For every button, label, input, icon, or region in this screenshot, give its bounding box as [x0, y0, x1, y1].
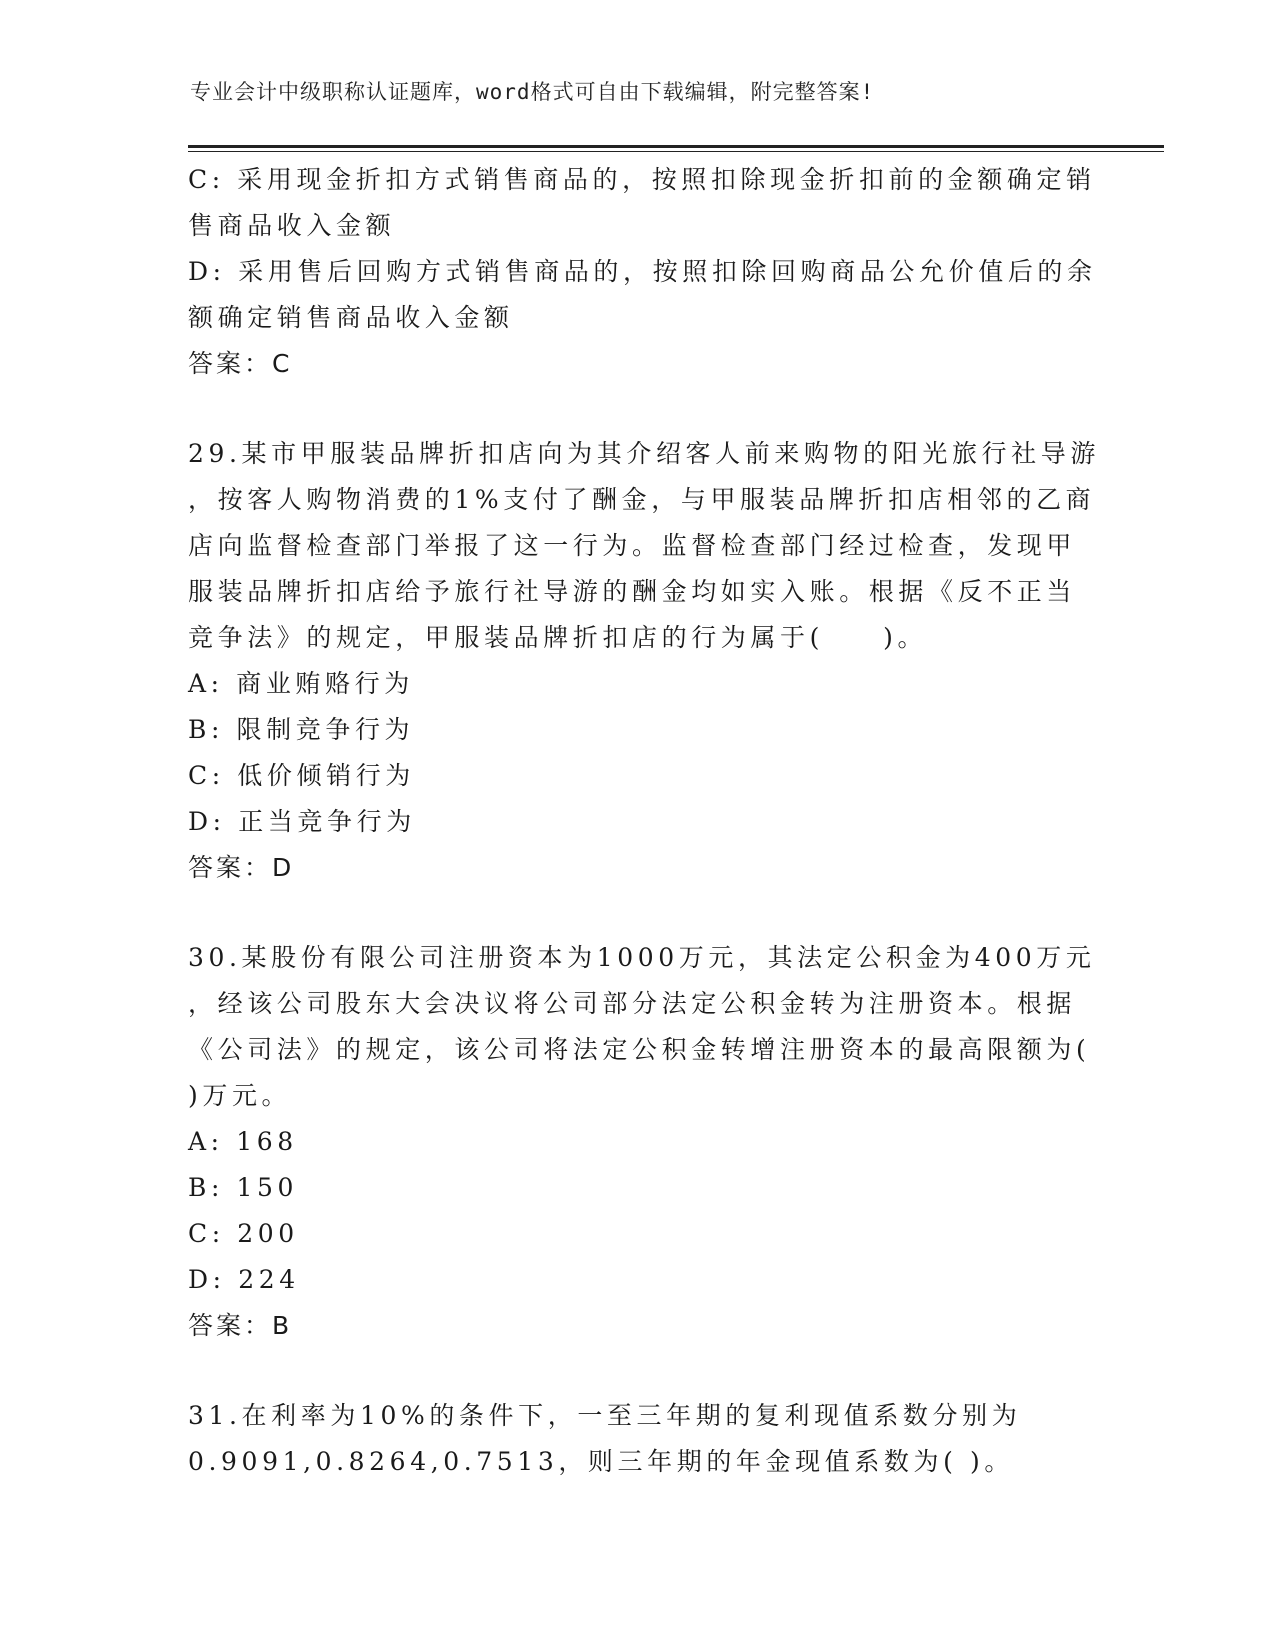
- question-text-line: ，经该公司股东大会决议将公司部分法定公积金转为注册资本。根据: [188, 989, 1077, 1018]
- option-a: A: 商业贿赂行为: [188, 669, 414, 698]
- option-a: A: 168: [188, 1127, 298, 1156]
- option-d: D: 正当竞争行为: [188, 807, 416, 836]
- question-text-line: 30.某股份有限公司注册资本为1000万元，其法定公积金为400万元: [188, 943, 1096, 972]
- spacer: [188, 387, 1088, 431]
- question-29: [188, 431, 1100, 891]
- question-text-line: 29.某市甲服装品牌折扣店向为其介绍客人前来购物的阳光旅行社导游: [188, 439, 1100, 468]
- question-text-line: ，按客人购物消费的1%支付了酬金，与甲服装品牌折扣店相邻的乙商: [188, 485, 1096, 514]
- option-c: C: 低价倾销行为: [188, 761, 415, 790]
- option-b: B: 150: [188, 1173, 299, 1202]
- option-c: C: 200: [188, 1219, 299, 1248]
- question-31: [188, 1393, 1088, 1485]
- option-d-line-2: 额确定销售商品收入金额: [188, 303, 514, 332]
- header-divider: [188, 145, 1164, 151]
- spacer: [188, 1349, 1088, 1393]
- option-c-line-1: C: 采用现金折扣方式销售商品的，按照扣除现金折扣前的金额确定销: [188, 165, 1096, 194]
- answer-label: 答案：B: [188, 1311, 293, 1340]
- document-body: [188, 157, 1100, 1485]
- spacer: [188, 891, 1088, 935]
- option-c-line-2: 售商品收入金额: [188, 211, 396, 240]
- page-header: 专业会计中级职称认证题库，word格式可自由下载编辑，附完整答案!: [190, 80, 875, 104]
- question-text-line: 店向监督检查部门举报了这一行为。监督检查部门经过检查，发现甲: [188, 531, 1077, 560]
- question-text-line: 《公司法》的规定，该公司将法定公积金转增注册资本的最高限额为(: [188, 1035, 1091, 1064]
- question-text-line: )万元。: [188, 1081, 292, 1110]
- question-text-line: 0.9091,0.8264,0.7513，则三年期的年金现值系数为( )。: [188, 1447, 1014, 1476]
- previous-question-tail: [188, 157, 1097, 387]
- question-30: [188, 935, 1096, 1349]
- option-d-line-1: D: 采用售后回购方式销售商品的，按照扣除回购商品公允价值后的余: [188, 257, 1097, 286]
- answer-label: 答案：D: [188, 853, 295, 882]
- question-text-line: 竞争法》的规定，甲服装品牌折扣店的行为属于( )。: [188, 623, 928, 652]
- answer-label: 答案：C: [188, 349, 293, 378]
- option-b: B: 限制竞争行为: [188, 715, 415, 744]
- question-text-line: 服装品牌折扣店给予旅行社导游的酬金均如实入账。根据《反不正当: [188, 577, 1077, 606]
- option-d: D: 224: [188, 1265, 300, 1294]
- question-text-line: 31.在利率为10%的条件下，一至三年期的复利现值系数分别为: [188, 1401, 1022, 1430]
